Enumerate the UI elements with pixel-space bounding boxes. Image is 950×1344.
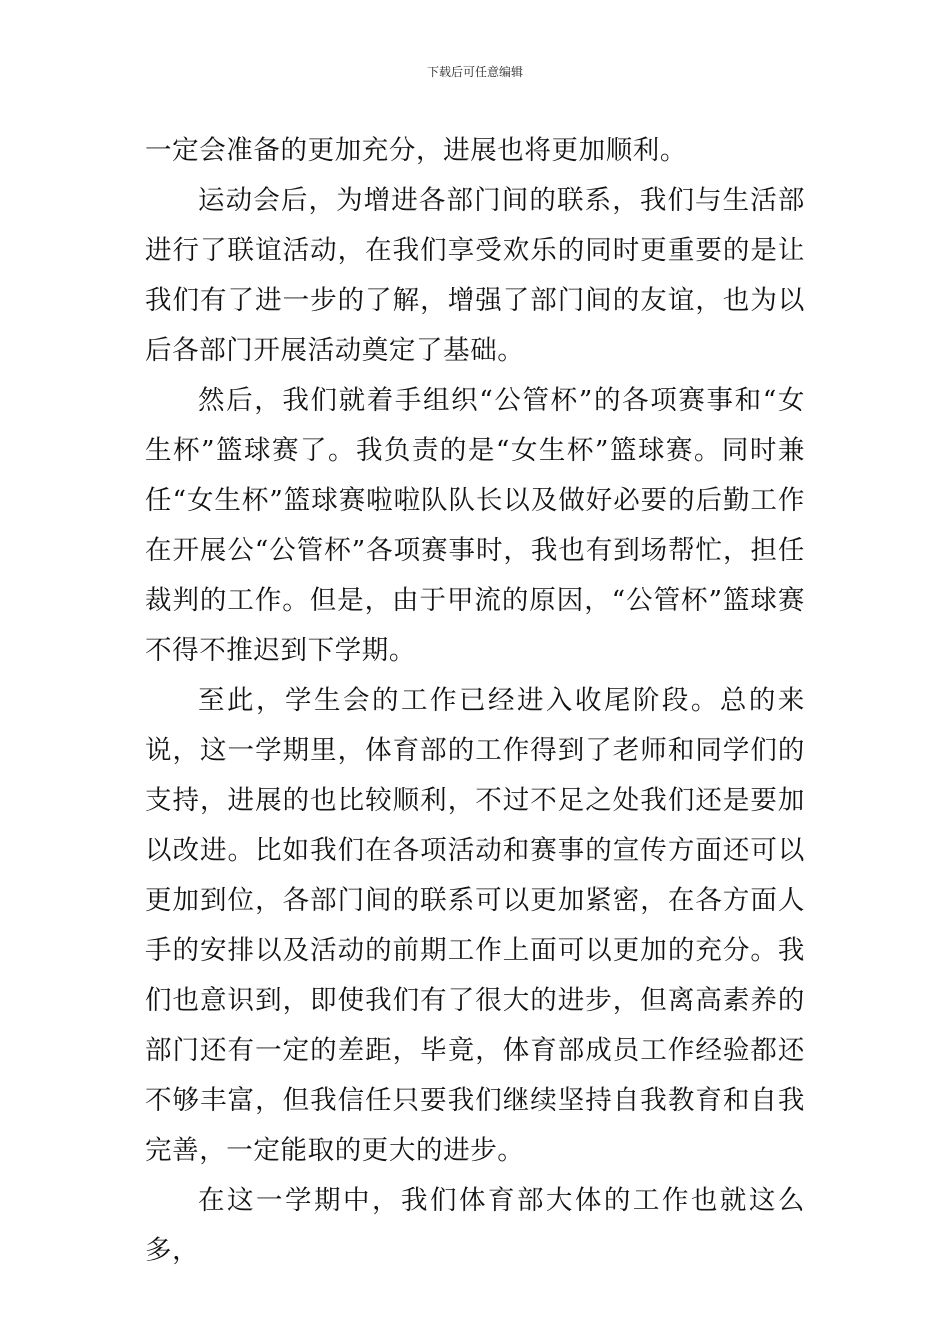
document-body <box>145 126 805 1276</box>
paragraph-2: 运动会后，为增进各部门间的联系，我们与生活部进行了联谊活动，在我们享受欢乐的同时更重要的是让我们有了进一步的了解，增强了部门间的友谊，也为以后各部门开展活动奠定了基础。 <box>145 185 805 366</box>
paragraph-5: 在这一学期中，我们体育部大体的工作也就这么多， <box>145 1185 805 1266</box>
header-note: 下载后可任意编辑 <box>426 65 523 79</box>
paragraph-3: 然后，我们就着手组织“公管杯”的各项赛事和“女生杯”篮球赛了。我负责的是“女生杯”篮球赛。同时兼任“女生杯”篮球赛啦啦队队长以及做好必要的后勤工作在开展公“公管杯”各项赛事时，我也有到场帮忙，担任裁判的工作。但是，由于甲流的原因，“公管杯”篮球赛不得不推迟到下学期。 <box>145 385 805 666</box>
paragraph-1: 一定会准备的更加充分，进展也将更加顺利。 <box>145 135 687 166</box>
paragraph-4: 至此，学生会的工作已经进入收尾阶段。总的来说，这一学期里，体育部的工作得到了老师和同学们的支持，进展的也比较顺利，不过不足之处我们还是要加以改进。比如我们在各项活动和赛事的宣传方面还可以更加到位，各部门间的联系可以更加紧密，在各方面人手的安排以及活动的前期工作上面可以更加的充分。我们也意识到，即使我们有了很大的进步，但离高素养的部门还有一定的差距，毕竟，体育部成员工作经验都还不够丰富，但我信任只要我们继续坚持自我教育和自我完善，一定能取的更大的进步。 <box>145 685 805 1166</box>
